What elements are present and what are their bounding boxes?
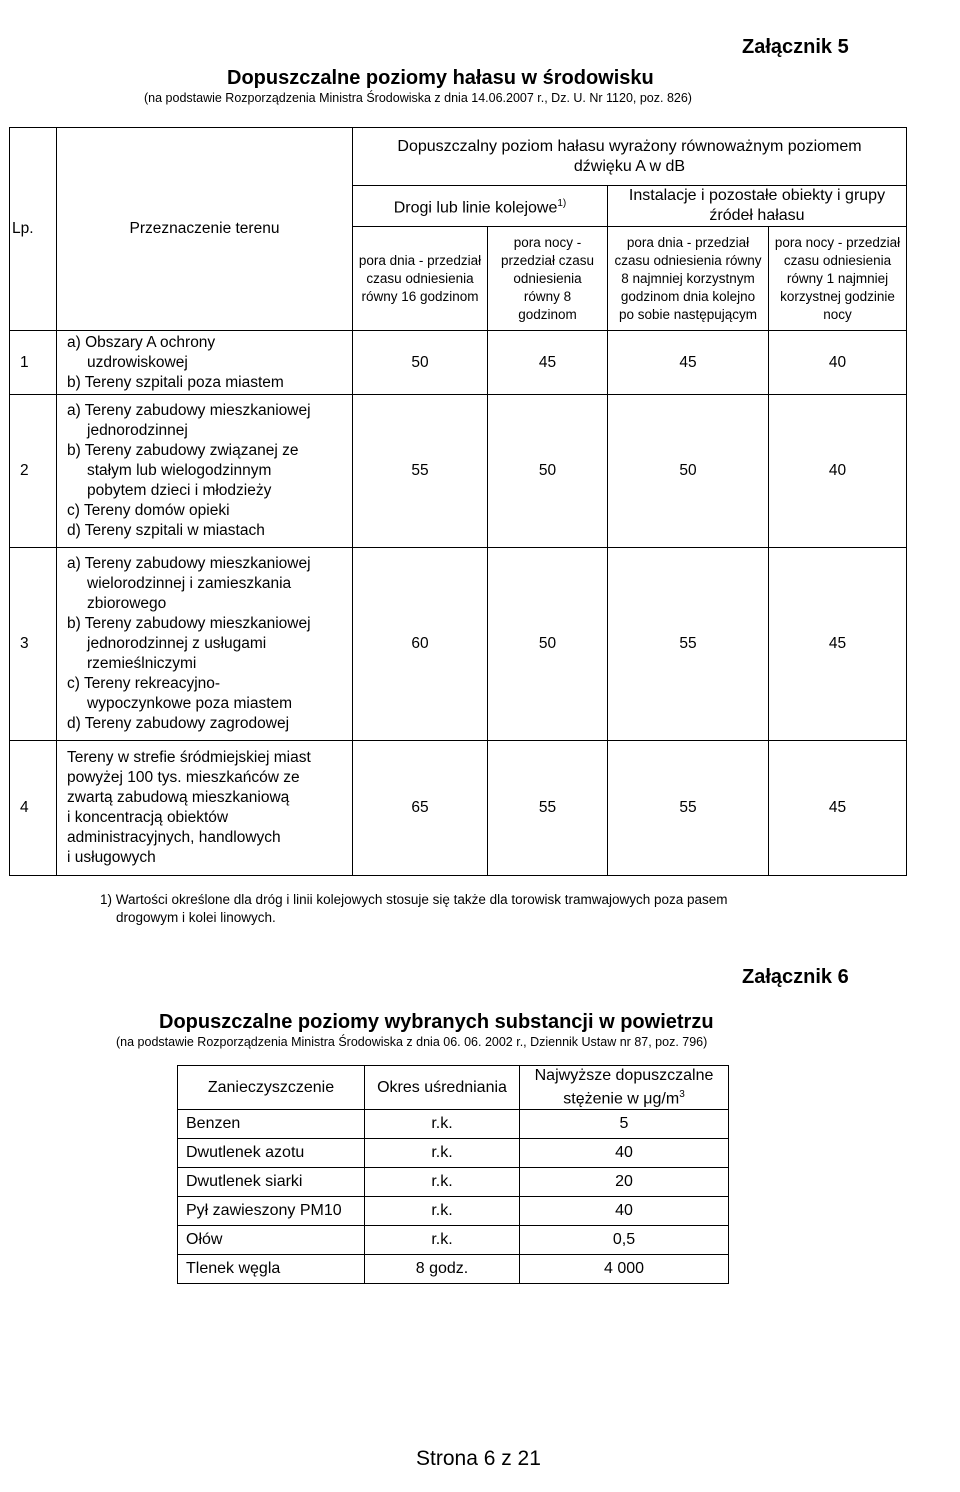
- annex5-title: Dopuszczalne poziomy hałasu w środowisku: [227, 67, 654, 89]
- value-roads-night: 55: [488, 741, 608, 876]
- row-number: 1: [10, 331, 57, 395]
- pollutant-name: Benzen: [178, 1110, 365, 1139]
- value-installations-day: 55: [608, 548, 769, 741]
- header-installations: [608, 186, 907, 227]
- purpose-line: i koncentracją obiektów: [67, 809, 229, 826]
- max-concentration: 20: [520, 1168, 729, 1197]
- table-row: [10, 331, 907, 395]
- subheader-installations-night: pora nocy - przedział czasu odniesienia równy 1 najmniej korzystnej godzinie nocy: [769, 227, 907, 331]
- averaging-period: r.k.: [365, 1139, 520, 1168]
- value-roads-day: 55: [353, 395, 488, 548]
- purpose-line: wypoczynkowe poza miastem: [87, 695, 293, 712]
- row-number: 2: [10, 395, 57, 548]
- purpose-line: d) Tereny zabudowy zagrodowej: [67, 715, 290, 732]
- header-roads: [353, 186, 608, 227]
- row-purpose: [57, 331, 353, 395]
- purpose-line: rzemieślniczymi: [87, 655, 197, 672]
- value-installations-night: 45: [769, 741, 907, 876]
- max-concentration: 4 000: [520, 1255, 729, 1284]
- purpose-line: a) Tereny zabudowy mieszkaniowej: [67, 402, 311, 419]
- annex6-label: Załącznik 6: [742, 966, 849, 988]
- purpose-line: a) Tereny zabudowy mieszkaniowej: [67, 555, 311, 572]
- purpose-line: jednorodzinnej: [87, 422, 188, 439]
- annex5-subtitle: (na podstawie Rozporządzenia Ministra Środowiska z dnia 14.06.2007 r., Dz. U. Nr 1120, poz. 826): [144, 91, 692, 105]
- header-max-line-1: Najwyższe dopuszczalne: [534, 1067, 714, 1085]
- purpose-line: b) Tereny zabudowy związanej ze: [67, 442, 299, 459]
- footnote-line-1: 1) Wartości określone dla dróg i linii kolejowych stosuje się także dla torowisk tramwajowych poza pasem: [100, 892, 728, 907]
- purpose-line: stałym lub wielogodzinnym: [87, 462, 272, 479]
- subheader-roads-night: pora nocy - przedział czasu odniesienia równy 8 godzinom: [488, 227, 608, 331]
- value-roads-night: 45: [488, 331, 608, 395]
- value-roads-day: 65: [353, 741, 488, 876]
- purpose-line: c) Tereny rekreacyjno-: [67, 675, 221, 692]
- purpose-line: powyżej 100 tys. mieszkańców ze: [67, 769, 300, 786]
- table-row: [178, 1168, 729, 1197]
- table-row: [178, 1255, 729, 1284]
- header-pollutant: Zanieczyszczenie: [178, 1066, 365, 1110]
- header-noise-level: [353, 128, 907, 186]
- noise-limits-table: [9, 127, 907, 876]
- annex5-label: Załącznik 5: [742, 36, 849, 58]
- value-installations-day: 50: [608, 395, 769, 548]
- purpose-line: uzdrowiskowej: [87, 353, 188, 371]
- table-row: [10, 395, 907, 548]
- pollutant-name: Pył zawieszony PM10: [178, 1197, 365, 1226]
- row-number: 4: [10, 741, 57, 876]
- annex6-subtitle: (na podstawie Rozporządzenia Ministra Środowiska z dnia 06. 06. 2002 r., Dziennik Ustaw nr 87, poz. 796): [116, 1035, 708, 1049]
- purpose-line: a) Obszary A ochrony: [67, 333, 216, 351]
- value-installations-day: 45: [608, 331, 769, 395]
- table-row: [178, 1139, 729, 1168]
- table-row: [178, 1110, 729, 1139]
- table-row: [10, 548, 907, 741]
- max-concentration: 40: [520, 1139, 729, 1168]
- row-purpose: [57, 741, 353, 876]
- purpose-line: pobytem dzieci i młodzieży: [87, 482, 272, 499]
- row-purpose: [57, 548, 353, 741]
- purpose-line: d) Tereny szpitali w miastach: [67, 522, 265, 539]
- subheader-roads-day: pora dnia - przedział czasu odniesienia równy 16 godzinom: [353, 227, 488, 331]
- max-concentration: 0,5: [520, 1226, 729, 1255]
- header-installations-text: Instalacje i pozostałe obiekty i grupy źródeł hałasu: [628, 187, 886, 224]
- header-roads-text: Drogi lub linie kolejowe: [393, 199, 558, 217]
- value-installations-night: 45: [769, 548, 907, 741]
- purpose-line: jednorodzinnej z usługami: [87, 635, 267, 652]
- row-purpose: [57, 395, 353, 548]
- purpose-line: i usługowych: [67, 849, 156, 866]
- max-concentration: 5: [520, 1110, 729, 1139]
- table-row: [178, 1226, 729, 1255]
- header-purpose: Przeznaczenie terenu: [57, 128, 353, 331]
- purpose-line: zbiorowego: [87, 595, 167, 612]
- value-installations-night: 40: [769, 395, 907, 548]
- subheader-installations-day: pora dnia - przedział czasu odniesienia równy 8 najmniej korzystnym godzinom dnia kolejno po sobie następującym: [608, 227, 769, 331]
- averaging-period: r.k.: [365, 1110, 520, 1139]
- purpose-line: b) Tereny szpitali poza miastem: [67, 373, 284, 391]
- value-roads-night: 50: [488, 548, 608, 741]
- annex6-title: Dopuszczalne poziomy wybranych substancji w powietrzu: [159, 1011, 714, 1033]
- averaging-period: r.k.: [365, 1197, 520, 1226]
- value-roads-day: 60: [353, 548, 488, 741]
- purpose-line: Tereny w strefie śródmiejskiej miast: [67, 749, 311, 766]
- averaging-period: r.k.: [365, 1168, 520, 1197]
- footnote-mark: 1): [557, 197, 567, 209]
- value-installations-day: 55: [608, 741, 769, 876]
- purpose-line: c) Tereny domów opieki: [67, 502, 230, 519]
- value-roads-night: 50: [488, 395, 608, 548]
- unit-superscript: 3: [679, 1089, 685, 1101]
- purpose-line: wielorodzinnej i zamieszkania: [87, 575, 292, 592]
- max-concentration: 40: [520, 1197, 729, 1226]
- row-number: 3: [10, 548, 57, 741]
- averaging-period: 8 godz.: [365, 1255, 520, 1284]
- pollutant-name: Dwutlenek siarki: [178, 1168, 365, 1197]
- pollutant-name: Tlenek węgla: [178, 1255, 365, 1284]
- table-row: [10, 741, 907, 876]
- value-installations-night: 40: [769, 331, 907, 395]
- purpose-line: zwartą zabudową mieszkaniową: [67, 789, 290, 806]
- purpose-line: b) Tereny zabudowy mieszkaniowej: [67, 615, 311, 632]
- header-max-concentration: [520, 1066, 729, 1110]
- air-pollutants-table: [177, 1065, 729, 1284]
- header-lp: Lp.: [10, 128, 57, 331]
- header-max-line-2: [520, 1085, 728, 1108]
- table-row: [178, 1197, 729, 1226]
- header-max-line-2-text: stężenie w μg/m: [563, 1090, 680, 1108]
- pollutant-name: Ołów: [178, 1226, 365, 1255]
- purpose-line: administracyjnych, handlowych: [67, 829, 281, 846]
- pollutant-name: Dwutlenek azotu: [178, 1139, 365, 1168]
- value-roads-day: 50: [353, 331, 488, 395]
- averaging-period: r.k.: [365, 1226, 520, 1255]
- footnote-line-2: drogowym i kolei linowych.: [116, 910, 276, 925]
- page-number: Strona 6 z 21: [416, 1447, 541, 1470]
- header-period: Okres uśredniania: [365, 1066, 520, 1110]
- header-noise-level-text: Dopuszczalny poziom hałasu wyrażony równoważnym poziomem dźwięku A w dB: [397, 137, 862, 175]
